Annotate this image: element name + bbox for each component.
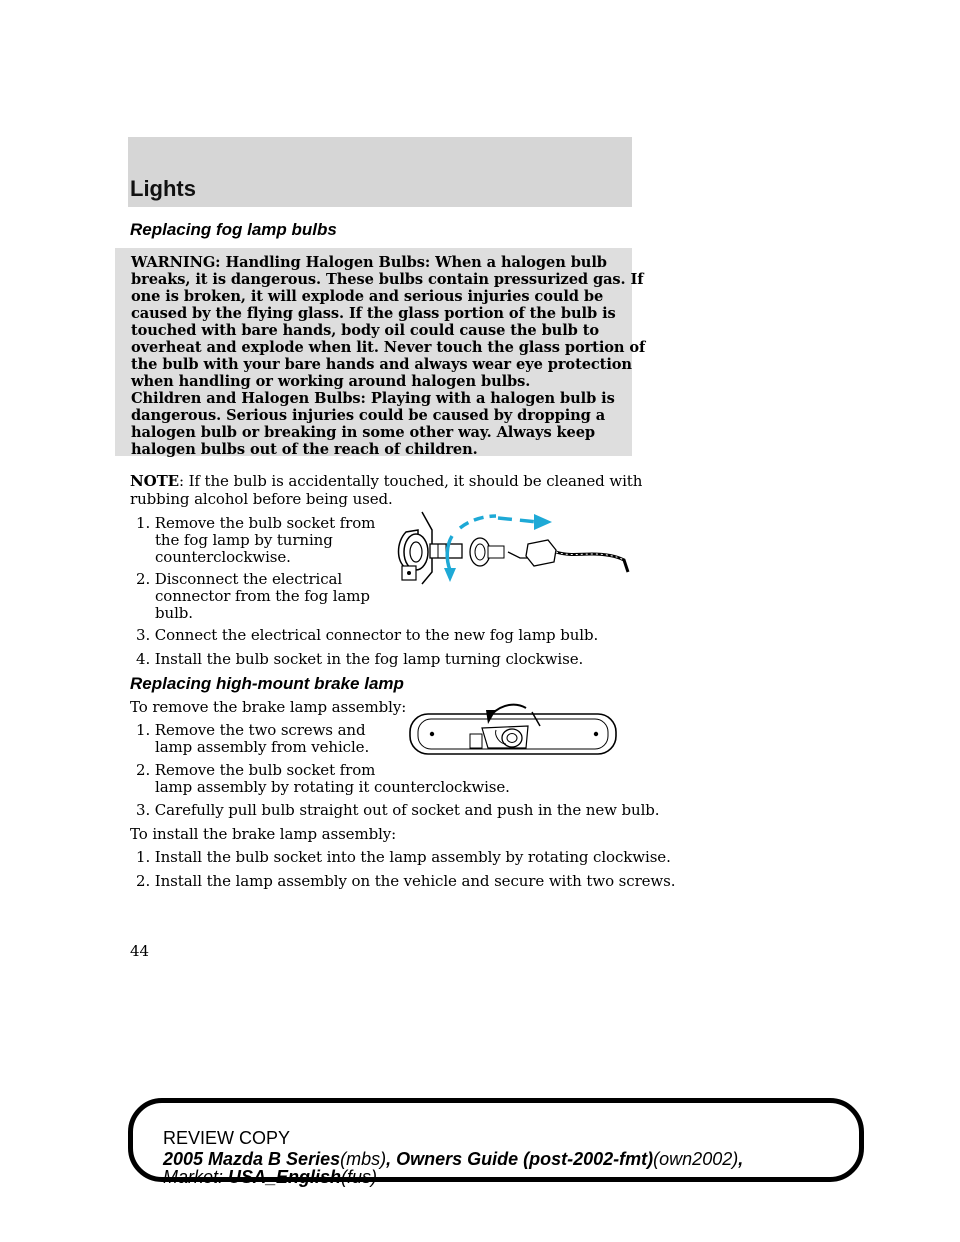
warning-line: the bulb with your bare hands and always wear eye protection (131, 356, 632, 373)
warning-line: when handling or working around halogen bulbs. (131, 373, 531, 390)
warning-line: overheat and explode when lit. Never touch the glass portion of (131, 339, 646, 356)
footer-market: USA_English (228, 1167, 342, 1187)
warning-line: WARNING: Handling Halogen Bulbs: When a halogen bulb (131, 254, 607, 271)
warning-line: touched with bare hands, body oil could cause the bulb to (131, 322, 599, 339)
install-step-1: 1. Install the bulb socket into the lamp assembly by rotating clockwise. (136, 848, 671, 866)
footer-review-label: REVIEW COPY (163, 1128, 291, 1148)
page-number: 44 (130, 942, 150, 960)
warning-line: Children and Halogen Bulbs: Playing with a halogen bulb is (131, 390, 615, 407)
fog-step-2: 2. Disconnect the electrical (136, 570, 343, 588)
brake-lamp-heading: Replacing high-mount brake lamp (130, 674, 404, 693)
fog-step-1-cont: the fog lamp by turning (155, 531, 333, 549)
note-text-cont: rubbing alcohol before being used. (130, 490, 393, 508)
warning-line: one is broken, it will explode and serious injuries could be (131, 288, 604, 305)
fog-lamp-bulb-illustration (388, 502, 638, 592)
note-label: NOTE (130, 472, 179, 490)
warning-line: breaks, it is dangerous. These bulbs contain pressurized gas. If (131, 271, 644, 288)
fog-step-1: 1. Remove the bulb socket from (136, 514, 376, 532)
warning-line: dangerous. Serious injuries could be caused by dropping a (131, 407, 606, 424)
brake-step-3: 3. Carefully pull bulb straight out of socket and push in the new bulb. (136, 801, 660, 819)
warning-line: caused by the flying glass. If the glass portion of the bulb is (131, 305, 616, 322)
section-header-band (128, 137, 632, 207)
footer-model: 2005 Mazda B Series (163, 1149, 341, 1169)
brake-step-2: 2. Remove the bulb socket from (136, 761, 376, 779)
warning-line: halogen bulbs out of the reach of children. (131, 441, 478, 458)
section-title: Lights (130, 176, 196, 201)
footer-market-line (163, 1167, 377, 1188)
install-intro: To install the brake lamp assembly: (130, 825, 397, 843)
remove-intro: To remove the brake lamp assembly: (130, 698, 407, 716)
fog-step-2-cont: bulb. (155, 604, 193, 622)
footer-guide: Owners Guide (post-2002-fmt) (396, 1149, 654, 1169)
fog-step-3: 3. Connect the electrical connector to the new fog lamp bulb. (136, 626, 599, 644)
fog-lamp-heading: Replacing fog lamp bulbs (130, 220, 337, 239)
footer-market-code: (fus) (341, 1167, 378, 1187)
note-paragraph (130, 472, 642, 490)
note-text: : If the bulb is accidentally touched, it should be cleaned with (178, 472, 643, 490)
brake-step-1-cont: lamp assembly from vehicle. (155, 738, 370, 756)
footer-separator: , (738, 1149, 744, 1169)
install-step-2: 2. Install the lamp assembly on the vehicle and secure with two screws. (136, 872, 676, 890)
brake-lamp-illustration (408, 700, 620, 760)
footer-model-code: (mbs) (340, 1149, 387, 1169)
footer-market-label: Market: (163, 1167, 229, 1187)
footer-guide-code: (own2002) (653, 1149, 739, 1169)
brake-step-1: 1. Remove the two screws and (136, 721, 366, 739)
fog-step-4: 4. Install the bulb socket in the fog lamp turning clockwise. (136, 650, 584, 668)
footer-separator: , (386, 1149, 397, 1169)
fog-step-1-cont: counterclockwise. (155, 548, 291, 566)
warning-line: halogen bulb or breaking in some other way. Always keep (131, 424, 596, 441)
brake-step-2-cont: lamp assembly by rotating it counterclockwise. (155, 778, 510, 796)
fog-step-2-cont: connector from the fog lamp (155, 587, 370, 605)
